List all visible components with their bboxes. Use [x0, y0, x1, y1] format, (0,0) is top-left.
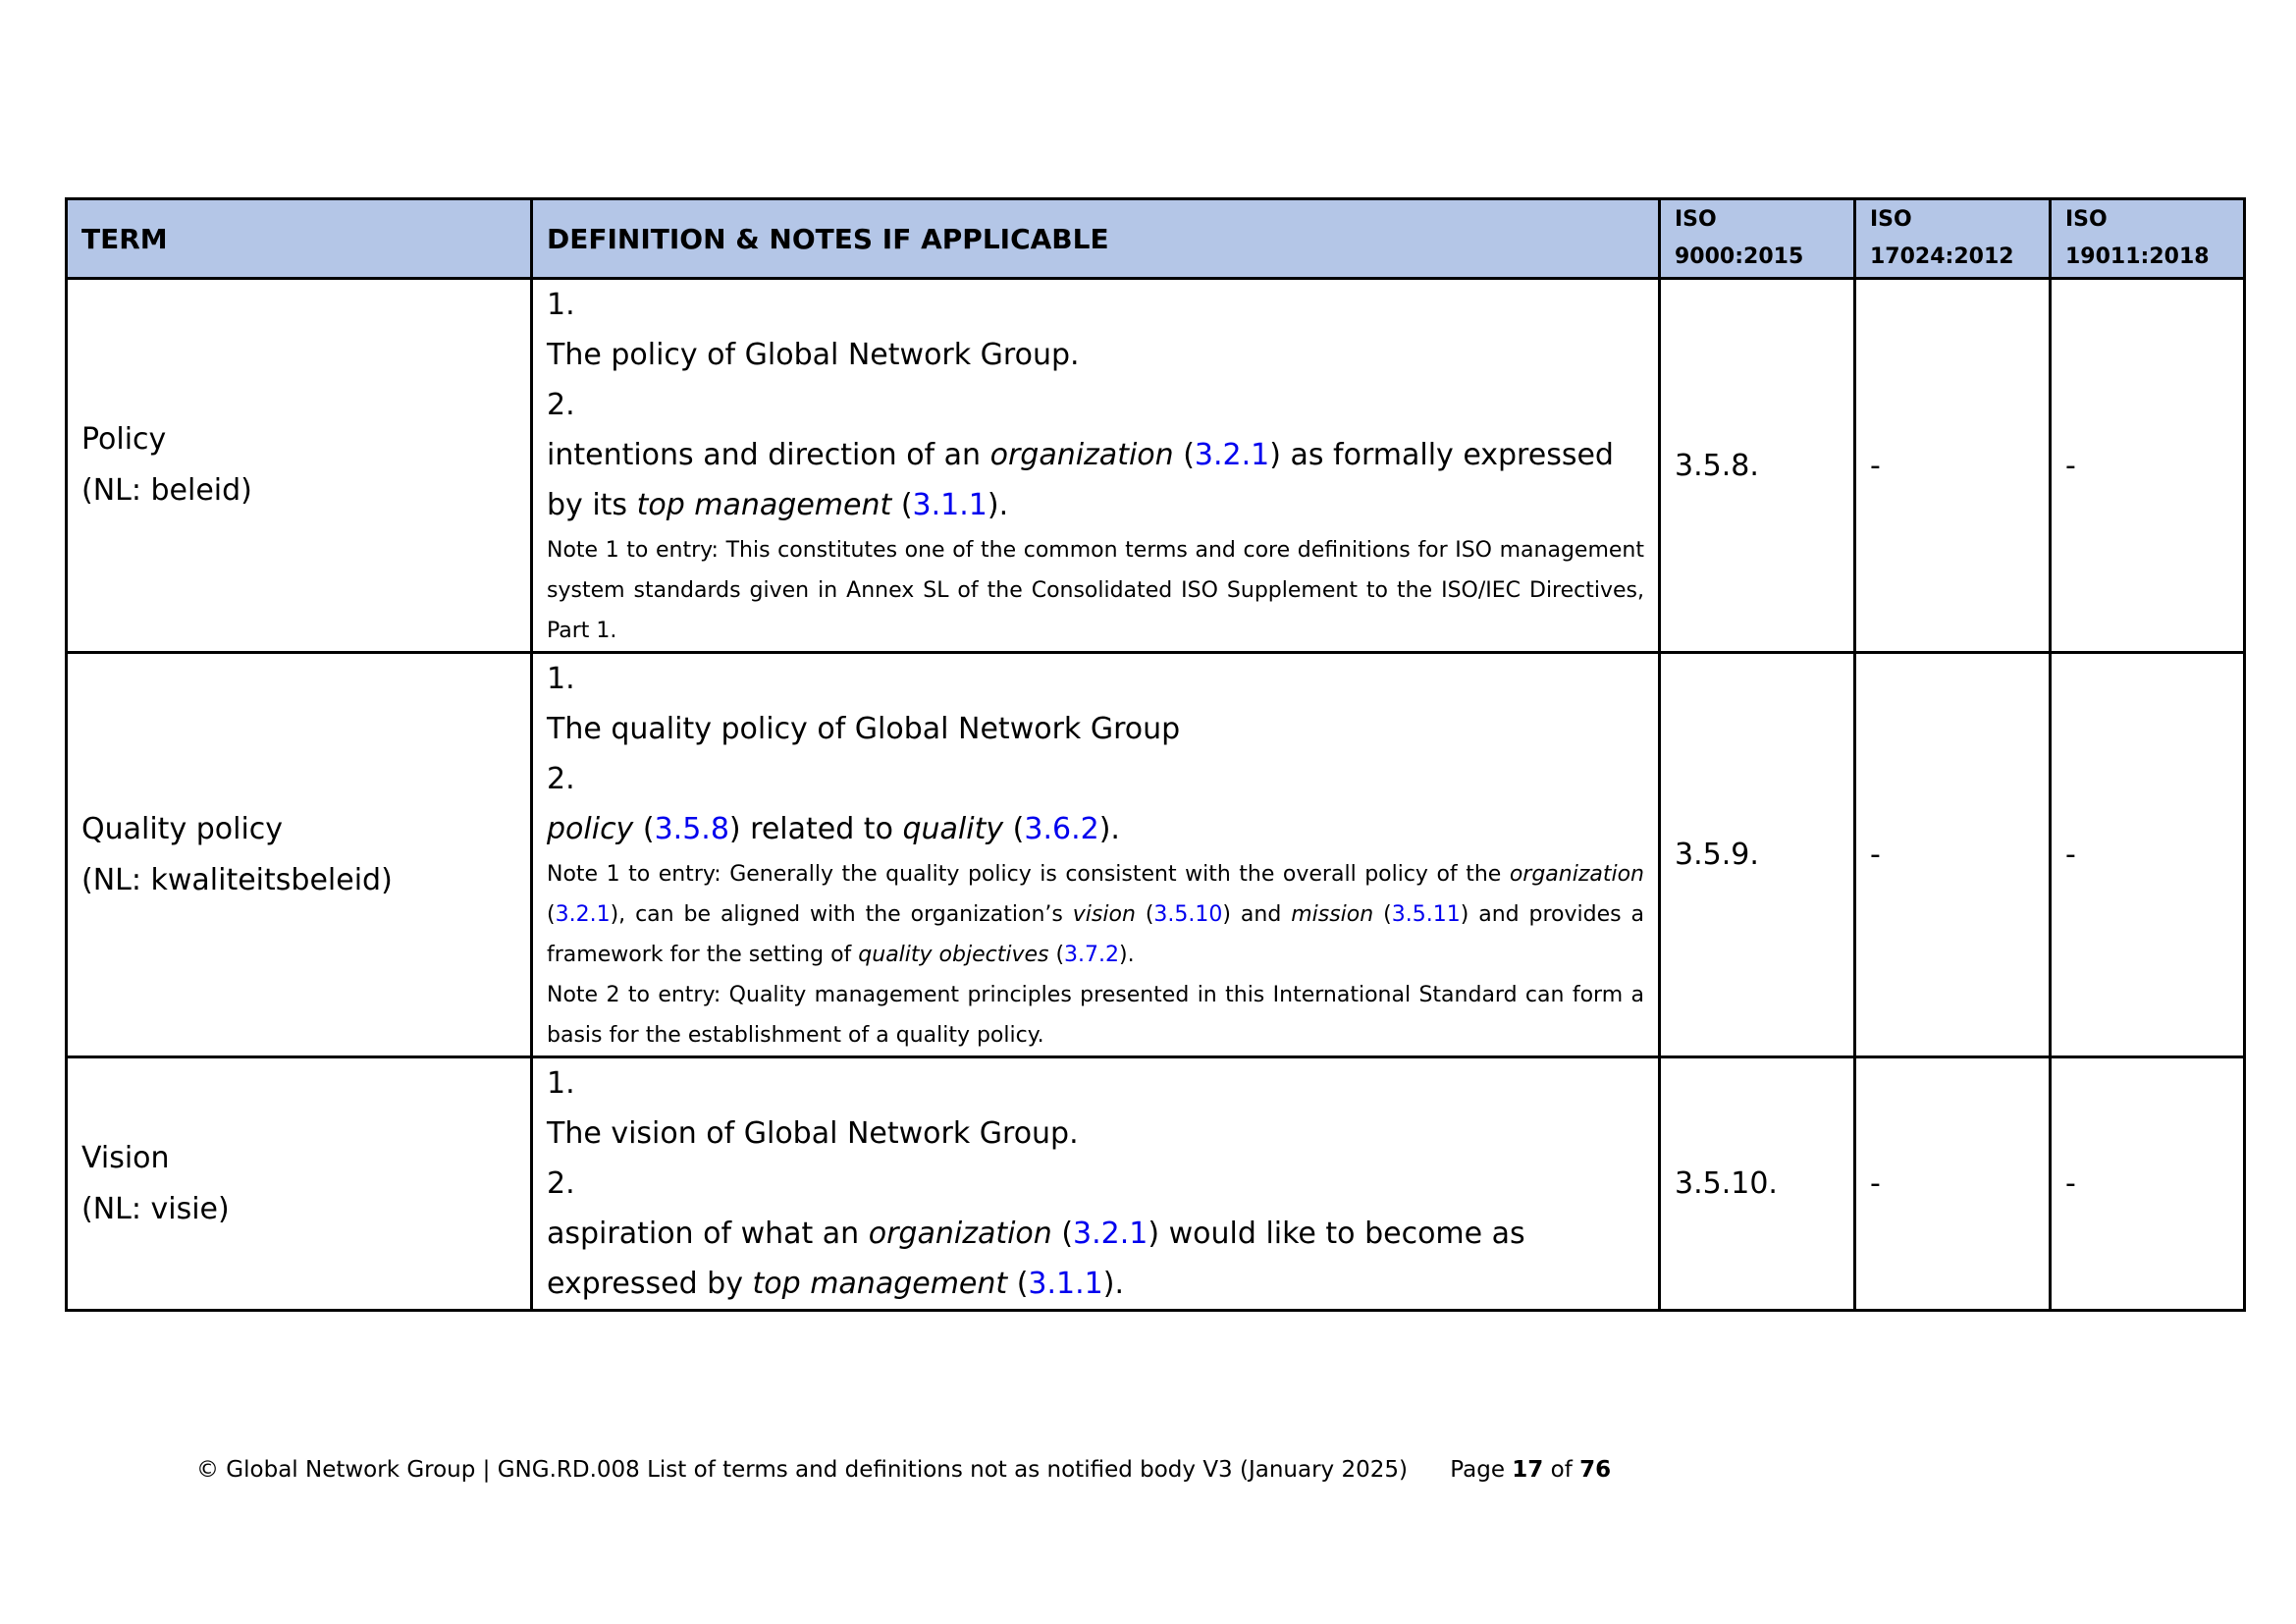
- iso-17024-cell: -: [1855, 653, 2051, 1057]
- text-segment: ) related to: [728, 812, 903, 846]
- term-reference: organization: [989, 438, 1174, 472]
- text-segment: ).: [1119, 943, 1135, 967]
- iso-9000-cell: 3.5.10.: [1660, 1057, 1855, 1311]
- term-reference: top management: [636, 488, 892, 522]
- clause-link[interactable]: 3.5.8: [654, 812, 729, 846]
- text-segment: ) and: [1222, 902, 1292, 927]
- term-reference: policy: [547, 812, 634, 846]
- header-row: [67, 199, 2245, 279]
- text-segment: (: [1007, 1267, 1029, 1301]
- table-row: [67, 1057, 2245, 1311]
- term-name: Vision: [81, 1140, 170, 1175]
- text-segment: (: [1373, 902, 1392, 927]
- iso-19011-cell: -: [2051, 653, 2245, 1057]
- term-reference: organization: [868, 1217, 1052, 1251]
- term-reference: quality objectives: [858, 943, 1049, 967]
- header-iso-19011: [2051, 199, 2245, 279]
- table-row: [67, 653, 2245, 1057]
- definition-text: The vision of Global Network Group.: [547, 1116, 1079, 1151]
- term-translation: (NL: beleid): [81, 473, 252, 508]
- definition-cell: [532, 653, 1660, 1057]
- text-segment: intentions and direction of an: [547, 438, 990, 472]
- page-footer: [196, 1457, 1611, 1483]
- text-segment: Note 1 to entry: Generally the quality policy is consistent with the overall policy of the: [547, 862, 1510, 887]
- term-cell: [67, 653, 532, 1057]
- text-segment: (: [1048, 943, 1065, 967]
- header-definition: DEFINITION & NOTES IF APPLICABLE: [532, 199, 1660, 279]
- text-segment: ) and provides a framework for the setting of: [547, 902, 1645, 967]
- footer-copyright: © Global Network Group | GNG.RD.008 List of terms and definitions not as notified body V3 (January 2025): [196, 1457, 1408, 1483]
- term-translation: (NL: kwaliteitsbeleid): [81, 862, 393, 897]
- definition-number: 1.: [547, 662, 575, 696]
- definition-text: [547, 430, 1644, 530]
- iso-9000-cell: 3.5.9.: [1660, 653, 1855, 1057]
- definition-text: The policy of Global Network Group.: [547, 338, 1080, 372]
- iso-19011-cell: -: [2051, 279, 2245, 653]
- iso-19011-cell: -: [2051, 1057, 2245, 1311]
- header-term: TERM: [67, 199, 532, 279]
- definition-text: [547, 1209, 1644, 1309]
- header-iso-19011-line1: ISO: [2065, 207, 2108, 232]
- clause-link[interactable]: 3.5.10: [1153, 902, 1223, 927]
- header-iso-9000-line2: 9000:2015: [1675, 244, 1804, 269]
- term-reference: top management: [752, 1267, 1008, 1301]
- page-of: of: [1543, 1457, 1580, 1483]
- text-segment: (: [1173, 438, 1195, 472]
- clause-link[interactable]: 3.1.1: [1028, 1267, 1103, 1301]
- term-name: Policy: [81, 422, 167, 457]
- clause-link[interactable]: 3.6.2: [1024, 812, 1099, 846]
- term-reference: organization: [1509, 862, 1644, 887]
- header-iso-9000: [1660, 199, 1855, 279]
- table-row: [67, 279, 2245, 653]
- terms-table: [65, 197, 2246, 1312]
- definition-text: [547, 804, 1644, 854]
- definition-number: 1.: [547, 288, 575, 322]
- iso-9000-cell: 3.5.8.: [1660, 279, 1855, 653]
- clause-link[interactable]: 3.5.11: [1391, 902, 1461, 927]
- text-segment: ).: [1098, 812, 1120, 846]
- iso-17024-cell: -: [1855, 1057, 2051, 1311]
- text-segment: ).: [987, 488, 1009, 522]
- text-segment: aspiration of what an: [547, 1217, 869, 1251]
- text-segment: (: [1135, 902, 1154, 927]
- definition-text: The quality policy of Global Network Group: [547, 712, 1181, 746]
- clause-link[interactable]: 3.2.1: [1194, 438, 1270, 472]
- page-number: [1450, 1457, 1611, 1483]
- term-cell: [67, 1057, 532, 1311]
- term-reference: mission: [1291, 902, 1374, 927]
- text-segment: (: [891, 488, 913, 522]
- definition-cell: [532, 1057, 1660, 1311]
- definition-number: 1.: [547, 1066, 575, 1101]
- definition-number: 2.: [547, 762, 575, 796]
- page-total: 76: [1579, 1457, 1612, 1483]
- text-segment: (: [1003, 812, 1025, 846]
- header-iso-19011-line2: 19011:2018: [2065, 244, 2210, 269]
- text-segment: ).: [1102, 1267, 1125, 1301]
- clause-link[interactable]: 3.7.2: [1064, 943, 1120, 967]
- definition-number: 2.: [547, 1166, 575, 1201]
- text-segment: (: [547, 902, 556, 927]
- definition-note: Note 1 to entry: This constitutes one of the common terms and core definitions for ISO management system standards given in Annex SL of the Consolidated ISO Supplement to the ISO/IEC Directives, Part 1.: [547, 538, 1644, 643]
- definition-number: 2.: [547, 388, 575, 422]
- definition-note: [547, 854, 1644, 975]
- text-segment: (: [633, 812, 655, 846]
- page-current: 17: [1512, 1457, 1544, 1483]
- clause-link[interactable]: 3.2.1: [1073, 1217, 1148, 1251]
- header-iso-17024-line1: ISO: [1870, 207, 1912, 232]
- term-cell: [67, 279, 532, 653]
- definition-cell: [532, 279, 1660, 653]
- iso-17024-cell: -: [1855, 279, 2051, 653]
- term-translation: (NL: visie): [81, 1191, 230, 1226]
- header-iso-9000-line1: ISO: [1675, 207, 1717, 232]
- text-segment: ) as formally expressed by its: [547, 438, 1614, 522]
- header-iso-17024: [1855, 199, 2051, 279]
- text-segment: ), can be aligned with the organization’s: [610, 902, 1073, 927]
- text-segment: (: [1051, 1217, 1074, 1251]
- term-reference: quality: [902, 812, 1004, 846]
- term-name: Quality policy: [81, 811, 284, 846]
- clause-link[interactable]: 3.2.1: [555, 902, 611, 927]
- text-segment: ) would like to become as expressed by: [547, 1217, 1525, 1301]
- clause-link[interactable]: 3.1.1: [912, 488, 988, 522]
- page-label: Page: [1450, 1457, 1513, 1483]
- header-iso-17024-line2: 17024:2012: [1870, 244, 2014, 269]
- term-reference: vision: [1072, 902, 1136, 927]
- definition-note: Note 2 to entry: Quality management principles presented in this International Standard can form a basis for the establishment of a quality policy.: [547, 983, 1644, 1048]
